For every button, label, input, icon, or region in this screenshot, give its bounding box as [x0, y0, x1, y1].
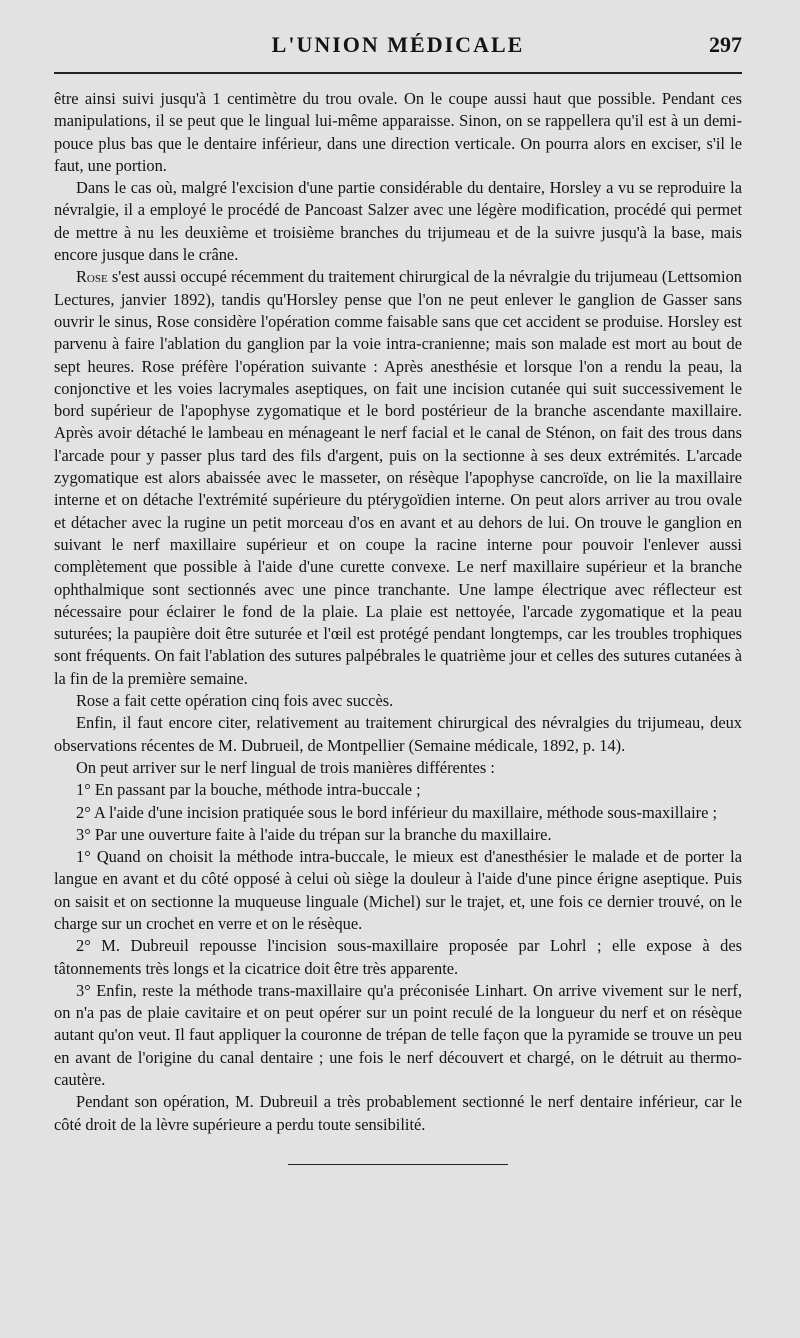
- paragraph-text: s'est aussi occupé récemment du traitement chirurgical de la névralgie du trijumeau (Lettsomion Lectures, janvier 1892), tandis qu'Horsley pense que l'on ne peut enlever le ganglion de Gasser sans ouvrir le sinus, Rose considère l'opération comme faisable sans que cet accident se produise. Horsley est parvenu à faire l'ablation du ganglion par la voie intra-cranienne; mais son malade est mort au bout de sept heures. Rose préfère l'opération suivante : Après anesthésie et lorsque l'on a rendu la peau, la conjonctive et les voies lacrymales aseptiques, on fait une incision cutanée qui suit successivement le bord supérieur de l'apophyse zygomatique et le bord postérieur de la branche ascendante maxillaire. Après avoir détaché le lambeau en ménageant le nerf facial et le canal de Sténon, on fait des trous dans l'arcade pour y passer plus tard des fils d'argent, puis on la sectionne à ses deux extrémités. L'arcade zygomatique est alors abaissée avec le masseter, on résèque l'apophyse cancroïde, on lie la maxillaire interne et on détache l'extrémité supérieure du ptérygoïdien interne. On peut alors arriver au trou ovale et détacher avec la rugine un petit morceau d'os en avant et au dehors de lui. On trouve le ganglion en suivant le nerf maxillaire supérieur et on coupe la racine interne pour pouvoir l'enlever aussi complètement que possible à l'aide d'une curette convexe. Le nerf maxillaire supérieur et la branche ophthalmique sont sectionnés avec une pince tranchante. Une lampe électrique avec réflecteur est nécessaire pour éclairer le fond de la plaie. La plaie est nettoyée, l'arcade zygomatique et la peau suturées; la paupière doit être suturée et l'œil est protégé pendant longtemps, car les troubles trophiques sont fréquents. On fait l'ablation des sutures palpébrales le quatrième jour et celles des sutures cutanées à la fin de la première semaine.: [54, 267, 742, 688]
- paragraph-p12: [54, 980, 742, 1091]
- paragraph-p13: [54, 1091, 742, 1136]
- running-title: L'UNION MÉDICALE: [271, 32, 525, 57]
- paragraph-text: Rose a fait cette opération cinq fois avec succès.: [76, 691, 394, 711]
- paragraph-text: Dans le cas où, malgré l'excision d'une partie considérable du dentaire, Horsley a vu se reproduire la névralgie, il a employé le procédé de Pancoast Salzer avec une légère modification, procédé qui permet de mettre à nu les deuxième et troisième branches du trijumeau et de la suivre jusqu'à la base, mais encore jusque dans le crâne.: [54, 178, 742, 265]
- paragraph-p11: [54, 935, 742, 980]
- paragraph-text: 2° M. Dubreuil repousse l'incision sous-maxillaire proposée par Lohrl ; elle expose à des tâtonnements très longs et la cicatrice doit être très apparente.: [54, 936, 742, 978]
- paragraph-p1: [54, 88, 742, 177]
- page-header: [54, 0, 742, 72]
- page-number: 297: [709, 32, 742, 57]
- body-text: [54, 72, 742, 1136]
- paragraph-text: On peut arriver sur le nerf lingual de trois manières différentes :: [76, 757, 495, 777]
- paragraph-lead-name: Rose: [76, 267, 108, 287]
- paragraph-text: Pendant son opération, M. Dubreuil a très probablement sectionné le nerf dentaire inférieur, car le côté droit de la lèvre supérieure a perdu toute sensibilité.: [54, 1092, 742, 1134]
- paragraph-text: 1° Quand on choisit la méthode intra-buccale, le mieux est d'anesthésier le malade et de porter la langue en avant et du côté opposé à celui où siège la douleur à l'aide d'une pince érigne aseptique. Puis on saisit et on sectionne la muqueuse linguale (Michel) sur le trajet, et, une fois ce dernier trouvé, on le charge sur un crochet en verre et on le résèque.: [54, 847, 742, 933]
- footnote-rule: [288, 1164, 508, 1165]
- paragraph-text: Enfin, il faut encore citer, relativement au traitement chirurgical des névralgies du trijumeau, deux observations récentes de M. Dubrueil, de Montpellier (Semaine médicale, 1892, p. 14).: [54, 713, 742, 755]
- paragraph-p3: [54, 266, 742, 690]
- paragraph-p4: [54, 690, 742, 712]
- paragraph-p6: [54, 757, 742, 779]
- paragraph-p8: [54, 802, 742, 824]
- header-rule: [54, 72, 742, 74]
- paragraph-p2: [54, 177, 742, 266]
- paragraph-p7: [54, 779, 742, 801]
- paragraph-p5: [54, 712, 742, 757]
- paragraph-text: 3° Par une ouverture faite à l'aide du trépan sur la branche du maxillaire.: [76, 824, 552, 844]
- paragraph-text: 1° En passant par la bouche, méthode intra-buccale ;: [76, 780, 421, 800]
- paragraph-p10: [54, 846, 742, 935]
- paragraph-text: 2° A l'aide d'une incision pratiquée sous le bord inférieur du maxillaire, méthode sous-maxillaire ;: [76, 802, 718, 822]
- paragraph-text: être ainsi suivi jusqu'à 1 centimètre du trou ovale. On le coupe aussi haut que possible. Pendant ces manipulations, il se peut que le lingual lui-même apparaisse. Sinon, on se rappellera qu'il est à un demi-pouce plus bas que le dentaire inférieur, dans une direction verticale. On pourra alors en exciser, s'il le faut, une portion.: [54, 89, 742, 175]
- paragraph-p9: [54, 824, 742, 846]
- paragraph-text: 3° Enfin, reste la méthode trans-maxillaire qu'a préconisée Linhart. On arrive vivement sur le nerf, on n'a pas de plaie cavitaire et on peut opérer sur un point reculé de la longueur du nerf et on résèque autant qu'on veut. Il faut appliquer la couronne de trépan de telle façon que la pyramide se trouve un peu en avant de l'origine du canal dentaire ; une fois le nerf découvert et chargé, on le détruit au thermo-cautère.: [54, 980, 742, 1090]
